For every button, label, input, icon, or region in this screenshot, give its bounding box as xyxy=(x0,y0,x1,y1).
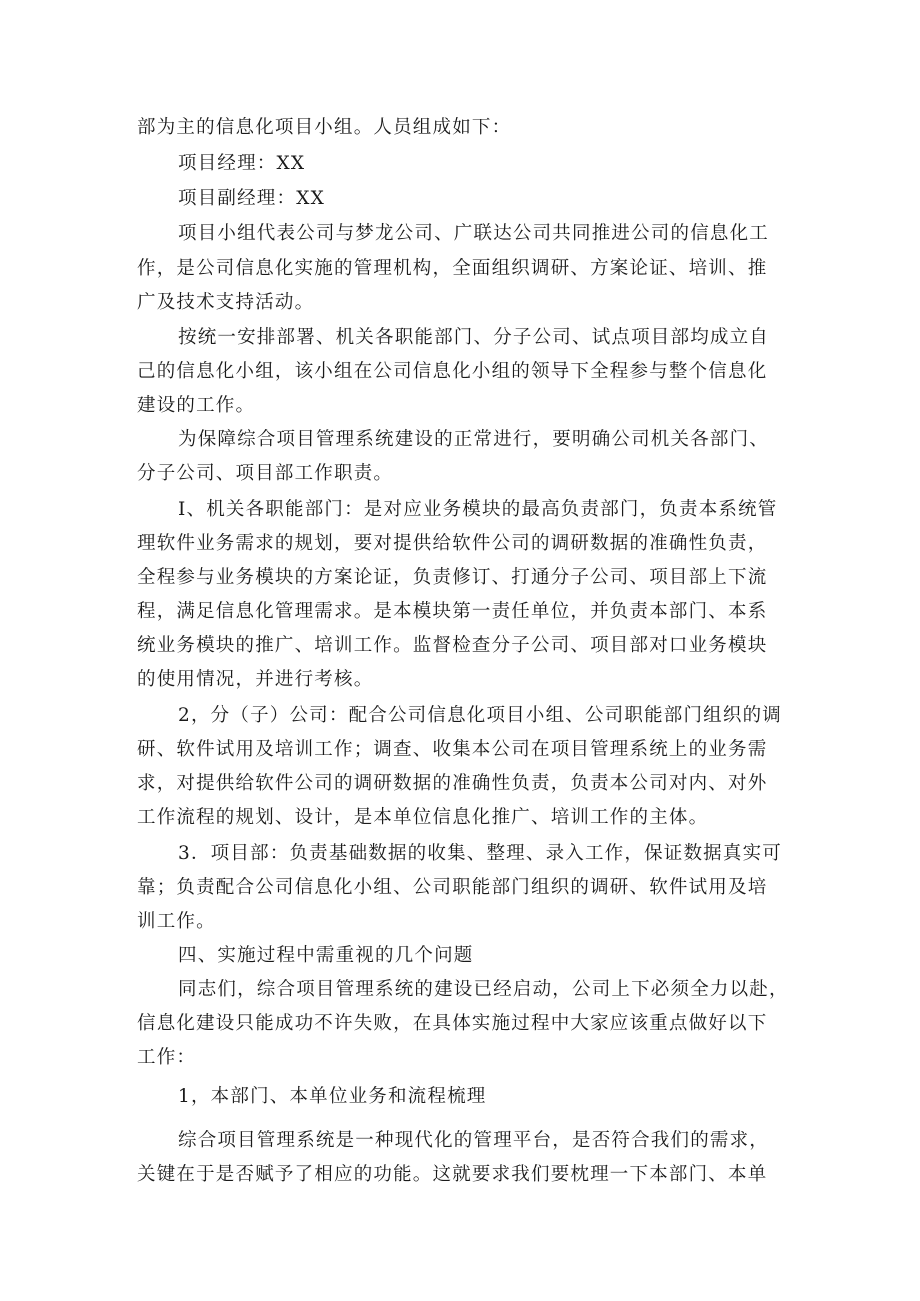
text-line: 部为主的信息化项目小组。人员组成如下： xyxy=(137,117,512,138)
text-line: 分子公司、项目部工作职责。 xyxy=(137,463,394,484)
text-line: I、机关各职能部门：是对应业务模块的最高负责部门，负责本系统管 xyxy=(178,499,778,520)
text-line: 项目经理：XX xyxy=(178,153,306,174)
text-line: 研、软件试用及培训工作；调查、收集本公司在项目管理系统上的业务需 xyxy=(137,739,768,760)
text-line: 项目副经理：XX xyxy=(178,188,325,209)
text-line: 靠；负责配合公司信息化小组、公司职能部门组织的调研、软件试用及培 xyxy=(137,877,768,898)
text-line: 工作： xyxy=(137,1047,197,1068)
text-line: 同志们，综合项目管理系统的建设已经启动，公司上下必须全力以赴， xyxy=(178,979,789,1000)
text-line: 己的信息化小组，该小组在公司信息化小组的领导下全程参与整个信息化 xyxy=(137,361,768,382)
text-line: 训工作。 xyxy=(137,911,216,932)
text-line: 四、实施过程中需重视的几个问题 xyxy=(178,945,474,966)
text-line: 关键在于是否赋予了相应的功能。这就要求我们要枕理一下本部门、本单 xyxy=(137,1164,768,1185)
text-line: 为保障综合项目管理系统建设的正常进行，要明确公司机关各部门、 xyxy=(178,429,770,450)
text-line: 3．项目部：负责基础数据的收集、整理、录入工作，保证数据真实可 xyxy=(178,843,782,864)
text-line: 统业务模块的推广、培训工作。监督检查分子公司、项目部对口业务模块 xyxy=(137,635,768,656)
text-line: 程，满足信息化管理需求。是本模块第一责任单位，并负责本部门、本系 xyxy=(137,601,768,622)
text-line: 1，本部门、本单位业务和流程梳理 xyxy=(178,1086,487,1107)
text-line: 理软件业务需求的规划，要对提供给软件公司的调研数据的准确性负责， xyxy=(137,533,768,554)
text-line: 建设的工作。 xyxy=(137,395,256,416)
text-line: 信息化建设只能成功不许失败，在具体实施过程中大家应该重点做好以下 xyxy=(137,1013,768,1034)
text-line: 作，是公司信息化实施的管理机构，全面组织调研、方案论证、培训、推 xyxy=(137,258,768,279)
text-line: 按统一安排部署、机关各职能部门、分子公司、试点项目部均成立自 xyxy=(178,327,770,348)
text-line: 项目小组代表公司与梦龙公司、广联达公司共同推进公司的信息化工 xyxy=(178,223,770,244)
text-line: 广及技术支持活动。 xyxy=(137,292,315,313)
text-line: 的使用情况，并进行考核。 xyxy=(137,669,374,690)
text-line: 全程参与业务模块的方案论证，负责修订、打通分子公司、项目部上下流 xyxy=(137,567,768,588)
text-line: 求，对提供给软件公司的调研数据的准确性负责，负责本公司对内、对外 xyxy=(137,773,768,794)
text-line: 工作流程的规划、设计，是本单位信息化推广、培训工作的主体。 xyxy=(137,807,709,828)
text-line: 综合项目管理系统是一种现代化的管理平台，是否符合我们的需求， xyxy=(178,1130,770,1151)
text-line: 2，分（子）公司：配合公司信息化项目小组、公司职能部门组织的调 xyxy=(178,705,782,726)
